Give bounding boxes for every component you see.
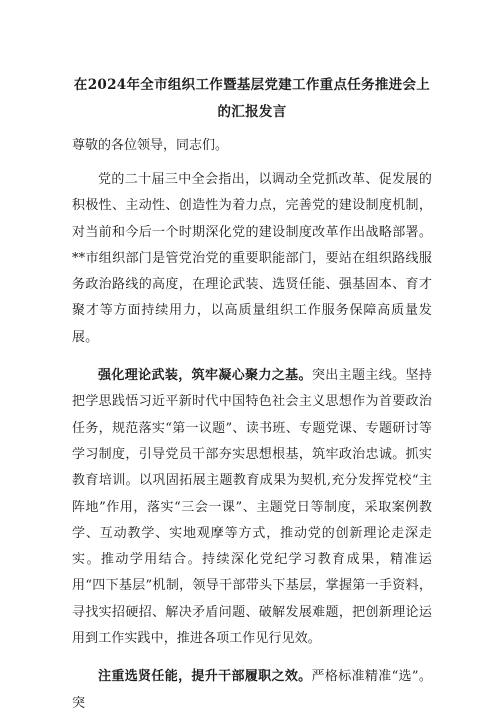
paragraph-intro xyxy=(72,167,432,351)
paragraph-theory xyxy=(72,363,432,652)
title-line-2: 的汇报发言 xyxy=(217,104,287,120)
salutation: 尊敬的各位领导，同志们。 xyxy=(72,138,229,153)
paragraph-body: 突出主题主线。坚持把学思践悟习近平新时代中国特色社会主义思想作为首要政治任务，规范落实“第一议题”、读书班、专题党课、专题研讨等学习制度，引导党员干部夯实思想根基，筑牢政治忠诚。抓实教育培训。以巩固拓展主题教育成果为契机,充分发挥党校“主阵地”作用，落实“三会一课”、主题党日等制度，采取案例教学、互动教学、实地观摩等方式，推动党的创新理论走深走实。推动学用结合。持续深化党纪学习教育成果，精准运用“四下基层”机制，领导干部带头下基层，掌握第一手资料，寻找实招硬招、解决矛盾问题、破解发展难题，把创新理论运用到工作实践中，推进各项工作见行见效。 xyxy=(72,368,432,647)
paragraph-body: 党的二十届三中全会指出，以调动全党抓改革、促发展的积极性、主动性、创造性为着力点，完善党的建设制度机制，对当前和今后一个时期深化党的建设制度改革作出战略部署。**市组织部门是管党治党的重要职能部门，要站在组织路线服务政治路线的高度，在理论武装、选贤任能、强基固本、育才聚才等方面持续用力，以高质量组织工作服务保障高质量发展。 xyxy=(72,172,432,345)
paragraph-lead: 强化理论武装，筑牢凝心聚力之基。 xyxy=(98,368,312,384)
document-title xyxy=(72,0,432,124)
title-line-1: 在2024年全市组织工作暨基层党建工作重点任务推进会上 xyxy=(73,77,431,93)
paragraph-lead: 注重选贤任能，提升干部履职之效。 xyxy=(98,669,312,685)
paragraph-body: 严格标准精准“选”。突 xyxy=(72,669,432,711)
paragraph-cadre xyxy=(72,664,432,717)
